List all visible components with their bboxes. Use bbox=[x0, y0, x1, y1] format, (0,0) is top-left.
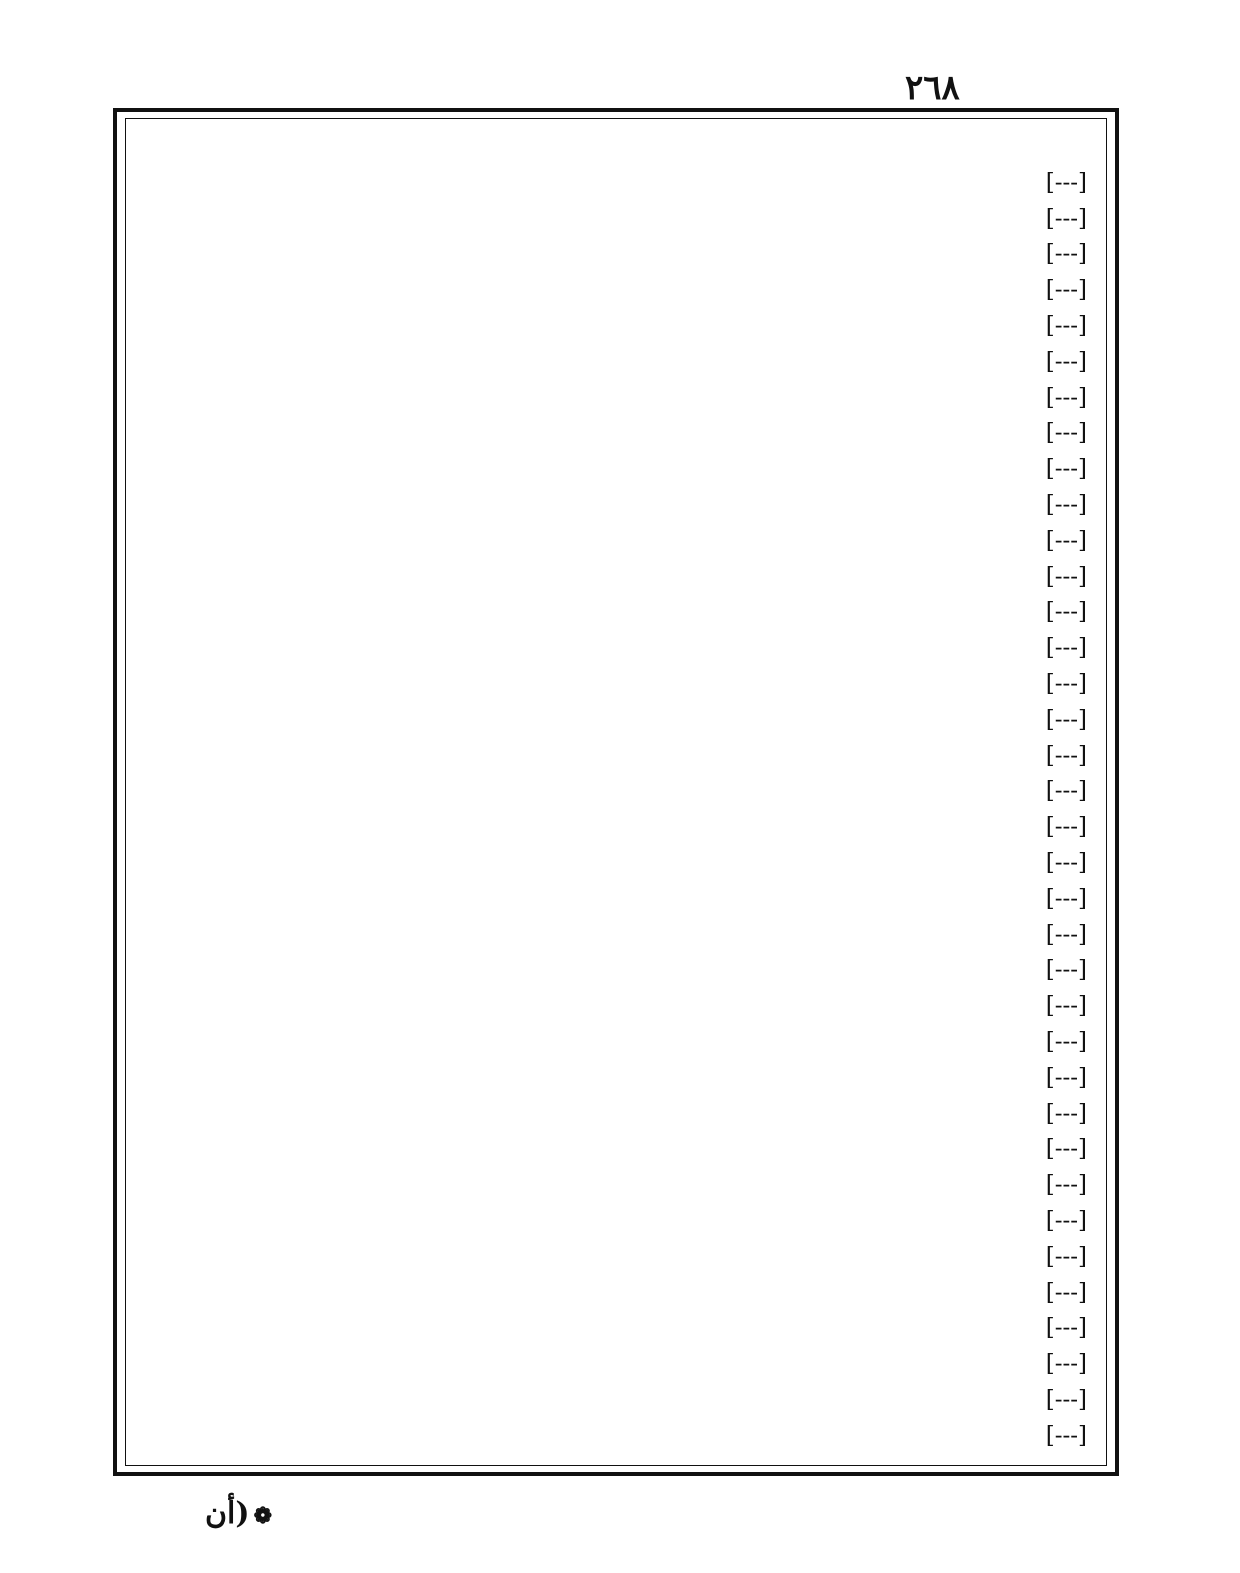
text-line: [---] bbox=[1045, 420, 1087, 447]
text-line: [---] bbox=[1045, 384, 1087, 411]
text-line: [---] bbox=[1045, 1028, 1087, 1055]
catchword bbox=[205, 1496, 276, 1531]
text-line: [---] bbox=[1045, 1243, 1087, 1270]
text-line: [---] bbox=[1045, 563, 1087, 590]
text-line: [---] bbox=[1045, 778, 1087, 805]
text-line: [---] bbox=[1045, 706, 1087, 733]
text-line: [---] bbox=[1045, 241, 1087, 268]
text-line: [---] bbox=[1045, 348, 1087, 375]
text-line: [---] bbox=[1045, 491, 1087, 518]
text-line: [---] bbox=[1045, 1136, 1087, 1163]
text-line: [---] bbox=[1045, 1172, 1087, 1199]
text-line: [---] bbox=[1045, 277, 1087, 304]
text-line: [---] bbox=[1045, 1386, 1087, 1413]
text-line: [---] bbox=[1045, 885, 1087, 912]
text-line: [---] bbox=[1045, 921, 1087, 948]
catchword-text: (أن bbox=[205, 1496, 250, 1531]
page-number: ٢٦٨ bbox=[905, 68, 960, 108]
text-line: [---] bbox=[1045, 1315, 1087, 1342]
text-line: [---] bbox=[1045, 1351, 1087, 1378]
text-line: [---] bbox=[1045, 670, 1087, 697]
text-line: [---] bbox=[1045, 993, 1087, 1020]
text-line: [---] bbox=[1045, 849, 1087, 876]
text-line: [---] bbox=[1045, 312, 1087, 339]
text-line: [---] bbox=[1045, 814, 1087, 841]
text-line: [---] bbox=[1045, 742, 1087, 769]
text-line: [---] bbox=[1045, 957, 1087, 984]
text-line: [---] bbox=[1045, 1207, 1087, 1234]
text-line: [---] bbox=[1045, 169, 1087, 196]
text-block bbox=[145, 130, 1087, 1460]
text-line: [---] bbox=[1045, 1100, 1087, 1127]
text-line bbox=[145, 130, 1087, 166]
text-line: [---] bbox=[1045, 527, 1087, 554]
text-line: [---] bbox=[1045, 456, 1087, 483]
text-line: [---] bbox=[1045, 635, 1087, 662]
flower-ornament-icon: ❁ bbox=[253, 1503, 272, 1529]
text-line: [---] bbox=[1045, 1279, 1087, 1306]
text-line: [---] bbox=[1045, 1064, 1087, 1091]
text-line: [---] bbox=[1045, 599, 1087, 626]
text-line: [---] bbox=[1045, 205, 1087, 232]
text-line: [---] bbox=[1045, 1422, 1087, 1449]
